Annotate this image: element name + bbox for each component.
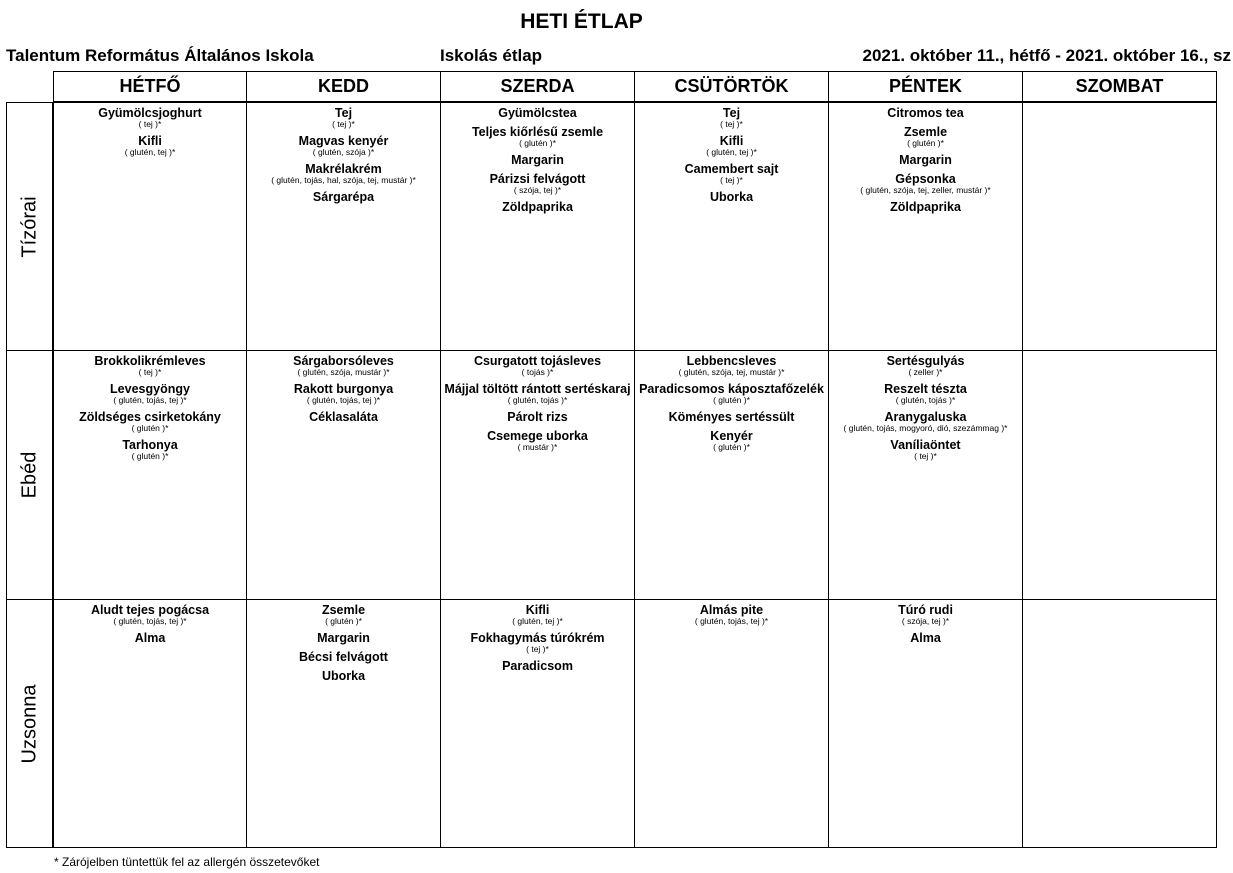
- menu-item-allergens: ( glutén, szója, mustár )*: [297, 367, 390, 377]
- menu-item-name: Túró rudi: [898, 603, 953, 617]
- menu-cell-tizorai-csutortok: [634, 102, 829, 351]
- menu-item-name: Aranygaluska: [884, 410, 967, 424]
- menu-item-name: Margarin: [511, 153, 564, 167]
- menu-item: [54, 439, 246, 461]
- menu-item: [829, 154, 1022, 167]
- menu-item: [247, 670, 440, 683]
- menu-item-allergens: ( glutén )*: [519, 138, 556, 148]
- menu-item: [441, 173, 634, 195]
- menu-item-allergens: ( glutén )*: [713, 442, 750, 452]
- menu-item-name: Rakott burgonya: [293, 382, 394, 396]
- menu-item: [829, 632, 1022, 645]
- menu-item-allergens: ( glutén, tojás, tej )*: [306, 395, 381, 405]
- menu-item-name: Sárgaborsóleves: [293, 354, 394, 368]
- menu-item-name: Alma: [134, 631, 166, 645]
- menu-item-name: Uborka: [709, 190, 754, 204]
- day-header-szombat: SZOMBAT: [1022, 71, 1217, 102]
- menu-item: [635, 135, 828, 157]
- day-header-szerda: SZERDA: [440, 71, 635, 102]
- menu-item-name: Reszelt tészta: [884, 382, 967, 396]
- menu-item-allergens: ( glutén )*: [325, 616, 362, 626]
- menu-item: [247, 651, 440, 664]
- menu-item: [247, 135, 440, 157]
- menu-item: [829, 439, 1022, 461]
- menu-item-name: Tej: [722, 106, 741, 120]
- menu-item: [54, 355, 246, 377]
- day-header-kedd: KEDD: [246, 71, 441, 102]
- menu-item-name: Kifli: [525, 603, 550, 617]
- menu-item-allergens: ( tojás )*: [521, 367, 554, 377]
- menu-item: [247, 191, 440, 204]
- menu-item-name: Fokhagymás túrókrém: [470, 631, 605, 645]
- menu-item-name: Levesgyöngy: [110, 382, 190, 396]
- menu-item: [54, 135, 246, 157]
- meal-label-text: Tízórai: [18, 195, 40, 258]
- menu-item: [829, 107, 1022, 120]
- menu-cell-tizorai-kedd: [246, 102, 441, 351]
- menu-item-name: Gépsonka: [895, 172, 956, 186]
- menu-item: [441, 355, 634, 377]
- menu-cell-tizorai-hetfo: [53, 102, 247, 351]
- menu-item: [829, 173, 1022, 195]
- menu-item-name: Kenyér: [710, 429, 753, 443]
- menu-item-name: Zsemle: [321, 603, 366, 617]
- menu-item: [441, 201, 634, 214]
- menu-item-name: Csurgatott tojásleves: [473, 354, 602, 368]
- menu-item: [441, 126, 634, 148]
- menu-item-allergens: ( tej )*: [914, 451, 937, 461]
- menu-item: [441, 107, 634, 120]
- menu-item: [247, 107, 440, 129]
- menu-cell-uzsonna-csutortok: [634, 599, 829, 848]
- menu-item-name: Sárgarépa: [312, 190, 375, 204]
- menu-item-allergens: ( tej )*: [526, 644, 549, 654]
- menu-item-allergens: ( zeller )*: [908, 367, 943, 377]
- menu-item: [54, 107, 246, 129]
- meal-label-uzsonna: [6, 599, 53, 848]
- menu-cell-uzsonna-szombat: [1022, 599, 1217, 848]
- day-header-pentek: PÉNTEK: [828, 71, 1023, 102]
- menu-item-name: Zsemle: [903, 125, 948, 139]
- day-header-csutortok: CSÜTÖRTÖK: [634, 71, 829, 102]
- menu-item-allergens: ( glutén, tojás, tej )*: [113, 616, 187, 626]
- menu-item-name: Párizsi felvágott: [489, 172, 586, 186]
- menu-item-allergens: ( glutén )*: [713, 395, 750, 405]
- menu-item-name: Májjal töltött rántott sertéskaraj: [444, 382, 631, 396]
- menu-item-name: Margarin: [899, 153, 952, 167]
- menu-item: [441, 430, 634, 452]
- menu-item: [829, 383, 1022, 405]
- menu-cell-ebed-pentek: [828, 350, 1023, 600]
- menu-item-name: Makrélakrém: [305, 162, 382, 176]
- menu-item: [441, 383, 634, 405]
- menu-item: [441, 411, 634, 424]
- menu-item-allergens: ( glutén, tojás )*: [507, 395, 568, 405]
- menu-item: [247, 604, 440, 626]
- menu-item: [247, 632, 440, 645]
- menu-cell-uzsonna-hetfo: [53, 599, 247, 848]
- menu-item: [54, 383, 246, 405]
- menu-item-name: Köményes sertéssült: [668, 410, 795, 424]
- meal-label-text: Ebéd: [18, 451, 40, 499]
- menu-item-name: Alma: [910, 631, 941, 645]
- menu-type: Iskolás étlap: [440, 46, 543, 65]
- menu-item-allergens: ( glutén, tojás, tej )*: [694, 616, 769, 626]
- menu-item: [54, 632, 246, 645]
- menu-item-name: Gyümölcstea: [498, 106, 577, 120]
- menu-cell-uzsonna-szerda: [440, 599, 635, 848]
- menu-cell-uzsonna-kedd: [246, 599, 441, 848]
- date-range: 2021. október 11., hétfő - 2021. október 16., sz: [862, 46, 1231, 65]
- menu-cell-uzsonna-pentek: [828, 599, 1023, 848]
- menu-item-name: Zöldséges csirketokány: [79, 410, 221, 424]
- menu-item-name: Magvas kenyér: [298, 134, 389, 148]
- menu-item-name: Uborka: [321, 669, 366, 683]
- menu-item-name: Almás pite: [699, 603, 764, 617]
- day-header-hetfo: HÉTFŐ: [53, 71, 247, 102]
- meal-label-tizorai: [6, 102, 53, 351]
- menu-item-allergens: ( glutén, tej )*: [706, 147, 757, 157]
- menu-item: [829, 201, 1022, 214]
- allergen-footnote: * Zárójelben tüntettük fel az allergén összetevőket: [54, 855, 320, 869]
- menu-item-name: Zöldpaprika: [502, 200, 573, 214]
- menu-item: [829, 126, 1022, 148]
- menu-item-name: Céklasaláta: [309, 410, 378, 424]
- menu-item: [441, 604, 634, 626]
- menu-item-name: Bécsi felvágott: [299, 650, 388, 664]
- menu-item-name: Kifli: [719, 134, 744, 148]
- menu-item-name: Zöldpaprika: [890, 200, 961, 214]
- menu-item-name: Csemege uborka: [487, 429, 588, 443]
- menu-item-allergens: ( glutén, tej )*: [512, 616, 563, 626]
- menu-cell-ebed-csutortok: [634, 350, 829, 600]
- menu-item-name: Camembert sajt: [684, 162, 779, 176]
- menu-item-name: Margarin: [317, 631, 370, 645]
- menu-item: [247, 383, 440, 405]
- menu-item: [247, 163, 440, 185]
- menu-cell-ebed-kedd: [246, 350, 441, 600]
- menu-item-allergens: ( glutén, tojás )*: [895, 395, 956, 405]
- menu-item-allergens: ( glutén, szója, tej, mustár )*: [678, 367, 785, 377]
- menu-item-allergens: ( glutén, tojás, hal, szója, tej, mustár )*: [271, 175, 416, 185]
- menu-item-allergens: ( tej )*: [138, 367, 162, 377]
- menu-item: [54, 411, 246, 433]
- menu-item: [247, 411, 440, 424]
- menu-item: [635, 604, 828, 626]
- page-title: HETI ÉTLAP: [520, 10, 643, 33]
- menu-cell-tizorai-szombat: [1022, 102, 1217, 351]
- menu-item-allergens: ( tej )*: [332, 119, 355, 129]
- menu-item-allergens: ( glutén, tojás, mogyoró, dió, szezámmag )*: [843, 423, 1008, 433]
- menu-cell-ebed-szombat: [1022, 350, 1217, 600]
- menu-cell-tizorai-szerda: [440, 102, 635, 351]
- menu-item-name: Párolt rizs: [507, 410, 568, 424]
- menu-item-name: Paradicsom: [502, 659, 573, 673]
- menu-item: [441, 660, 634, 673]
- menu-item-allergens: ( glutén )*: [131, 451, 169, 461]
- menu-item-name: Aludt tejes pogácsa: [90, 603, 210, 617]
- menu-item: [829, 604, 1022, 626]
- menu-item: [635, 355, 828, 377]
- menu-item-allergens: ( szója, tej )*: [901, 616, 950, 626]
- meal-label-ebed: [6, 350, 53, 600]
- menu-item: [247, 355, 440, 377]
- menu-item-allergens: ( glutén, tojás, tej )*: [113, 395, 187, 405]
- menu-item: [635, 107, 828, 129]
- menu-item: [441, 632, 634, 654]
- menu-cell-ebed-szerda: [440, 350, 635, 600]
- menu-item-allergens: ( tej )*: [138, 119, 162, 129]
- menu-item-name: Teljes kiőrlésű zsemle: [471, 125, 604, 139]
- menu-item: [54, 604, 246, 626]
- menu-item-allergens: ( glutén, tej )*: [124, 147, 176, 157]
- menu-item-allergens: ( glutén, szója, tej, zeller, mustár )*: [860, 185, 991, 195]
- menu-item: [635, 411, 828, 424]
- menu-item-name: Lebbencsleves: [686, 354, 777, 368]
- menu-item-name: Citromos tea: [887, 106, 964, 120]
- menu-item-name: Sertésgulyás: [886, 354, 965, 368]
- menu-cell-ebed-hetfo: [53, 350, 247, 600]
- menu-item-name: Kifli: [138, 134, 162, 148]
- menu-item: [829, 355, 1022, 377]
- menu-item-name: Brokkolikrémleves: [94, 354, 206, 368]
- menu-item: [635, 430, 828, 452]
- menu-item-name: Vaníliaöntet: [890, 438, 961, 452]
- menu-item: [635, 383, 828, 405]
- menu-item: [635, 163, 828, 185]
- menu-item-allergens: ( mustár )*: [517, 442, 558, 452]
- menu-item: [829, 411, 1022, 433]
- meal-label-text: Uzsonna: [18, 684, 40, 763]
- menu-item-allergens: ( tej )*: [720, 175, 743, 185]
- school-name: Talentum Református Általános Iskola: [6, 46, 314, 65]
- menu-item: [441, 154, 634, 167]
- menu-item-allergens: ( glutén, szója )*: [312, 147, 375, 157]
- menu-item-name: Tarhonya: [122, 438, 178, 452]
- menu-item-name: Gyümölcsjoghurt: [98, 106, 202, 120]
- menu-item-allergens: ( glutén )*: [131, 423, 169, 433]
- menu-item-allergens: ( glutén )*: [907, 138, 944, 148]
- menu-item-allergens: ( szója, tej )*: [513, 185, 562, 195]
- menu-cell-tizorai-pentek: [828, 102, 1023, 351]
- menu-item: [635, 191, 828, 204]
- menu-item-allergens: ( tej )*: [720, 119, 743, 129]
- menu-item-name: Paradicsomos káposztafőzelék: [639, 382, 824, 396]
- menu-item-name: Tej: [334, 106, 353, 120]
